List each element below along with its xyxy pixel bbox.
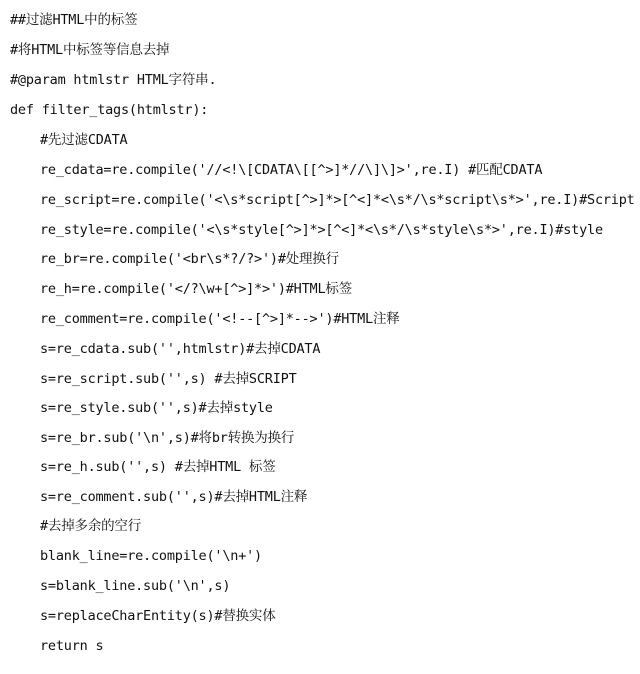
code-line-sub-script: s=re_script.sub('',s) #去掉SCRIPT <box>40 371 297 387</box>
code-line-comment-title: ##过滤HTML中的标签 <box>10 12 138 28</box>
code-line-replace-entity: s=replaceCharEntity(s)#替换实体 <box>40 608 276 624</box>
code-line-sub-blank: s=blank_line.sub('\n',s) <box>40 578 231 594</box>
code-line-re-br: re_br=re.compile('<br\s*?/?>')#处理换行 <box>40 251 339 267</box>
code-line-comment-desc: #将HTML中标签等信息去掉 <box>10 42 170 58</box>
code-line-comment-cdata: #先过滤CDATA <box>40 132 128 148</box>
code-line-re-style: re_style=re.compile('<\s*style[^>]*>[^<]*<\s*/\s*style\s*>',re.I)#style <box>40 222 603 238</box>
code-line-sub-br: s=re_br.sub('\n',s)#将br转换为换行 <box>40 430 295 446</box>
code-line-def: def filter_tags(htmlstr): <box>10 102 209 118</box>
code-line-sub-comment: s=re_comment.sub('',s)#去掉HTML注释 <box>40 489 308 505</box>
code-line-re-script: re_script=re.compile('<\s*script[^>]*>[^<]*<\s*/\s*script\s*>',re.I)#Script <box>40 192 635 208</box>
code-line-sub-h: s=re_h.sub('',s) #去掉HTML 标签 <box>40 459 276 475</box>
code-line-comment-param: #@param htmlstr HTML字符串. <box>10 72 217 88</box>
code-line-blank-line: blank_line=re.compile('\n+') <box>40 548 262 564</box>
code-line-comment-blank: #去掉多余的空行 <box>40 518 142 534</box>
code-line-re-cdata: re_cdata=re.compile('//<!\[CDATA\[[^>]*//\]\]>',re.I) #匹配CDATA <box>40 162 543 178</box>
code-line-sub-style: s=re_style.sub('',s)#去掉style <box>40 400 273 416</box>
code-line-return: return s <box>40 638 104 654</box>
code-line-sub-cdata: s=re_cdata.sub('',htmlstr)#去掉CDATA <box>40 341 321 357</box>
code-line-re-comment: re_comment=re.compile('<!--[^>]*-->')#HTML注释 <box>40 311 400 327</box>
code-line-re-h: re_h=re.compile('</?\w+[^>]*>')#HTML标签 <box>40 281 352 297</box>
